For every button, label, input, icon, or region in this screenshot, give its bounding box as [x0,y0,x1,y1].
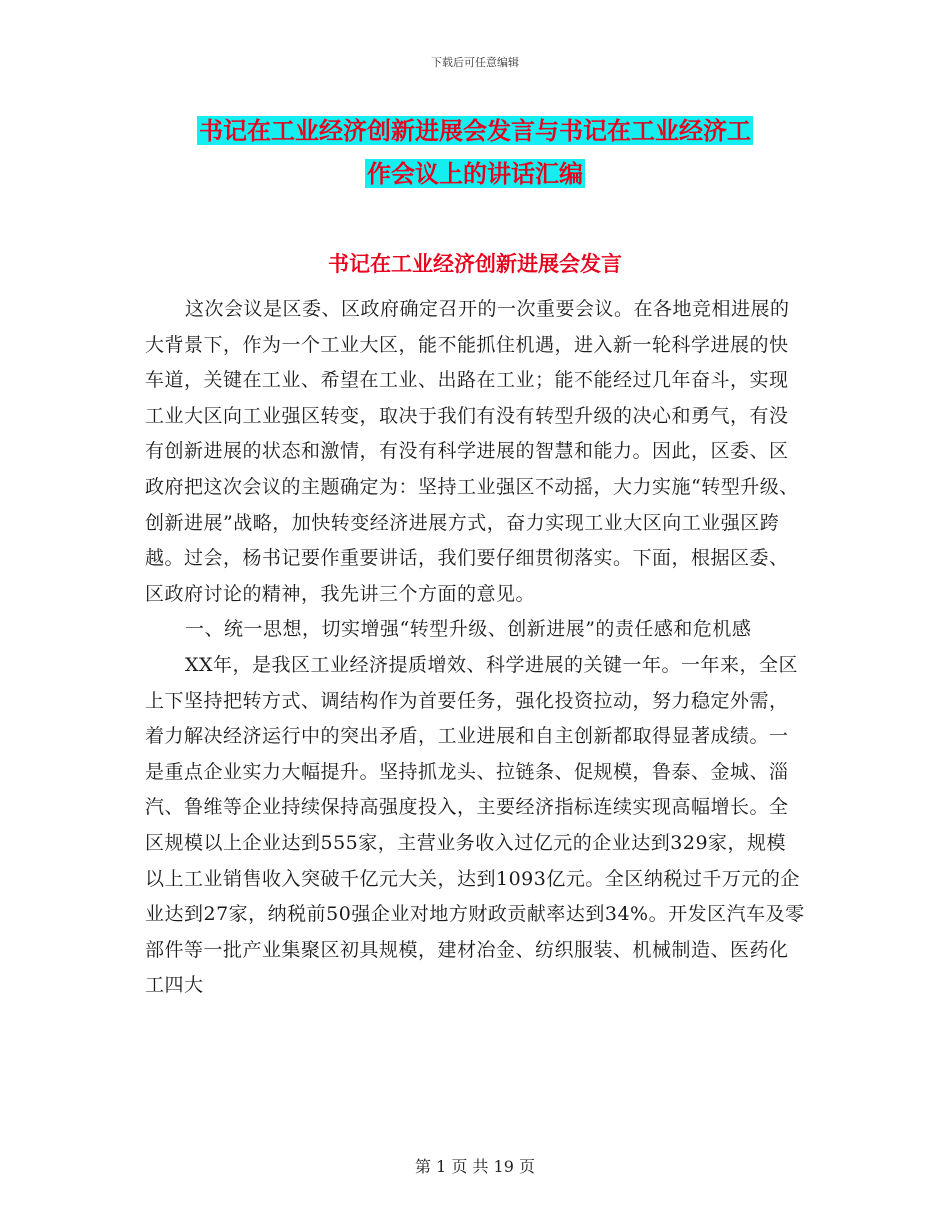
document-title-line-1: 书记在工业经济创新进展会发言与书记在工业经济工 [199,116,751,145]
paragraph-heading: 一、统一思想，切实增强“转型升级、创新进展”的责任感和危机感 [185,618,752,641]
page-footer: 第 1 页 共 19 页 [415,1157,535,1176]
paragraph: 这次会议是区委、区政府确定召开的一次重要会议。在各地竞相进展的大背景下，作为一个工业大区，能不能抓住机遇，进入新一轮科学进展的快车道，关键在工业、希望在工业、出路在工业；能不能经过几年奋斗，实现工业大区向工业强区转变，取决于我们有没有转型升级的决心和勇气，有没有创新进展的状态和激情，有没有科学进展的智慧和能力。因此，区委、区政府把这次会议的主题确定为：坚持工业强区不动摇，大力实施“转型升级、创新进展”战略，加快转变经济进展方式，奋力实现工业大区向工业强区跨越。过会，杨书记要作重要讲话，我们要仔细贯彻落实。下面，根据区委、区政府讨论的精神，我先讲三个方面的意见。 [145,298,799,605]
page-header-note: 下载后可任意编辑 [431,56,519,69]
paragraph: XX年，是我区工业经济提质增效、科学进展的关键一年。一年来，全区上下坚持把转方式、调结构作为首要任务，强化投资拉动，努力稳定外需，着力解决经济运行中的突出矛盾，工业进展和自主创新都取得显著成绩。一是重点企业实力大幅提升。坚持抓龙头、拉链条、促规模，鲁泰、金城、淄汽、鲁维等企业持续保持高强度投入，主要经济指标连续实现高幅增长。全区规模以上企业达到555家，主营业务收入过亿元的企业达到329家，规模以上工业销售收入突破千亿元大关，达到1093亿元。全区纳税过千万元的企业达到27家，纳税前50强企业对地方财政贡献率达到34%。开发区汽车及零部件等一批产业集聚区初具规模，建材冶金、纺织服装、机械制造、医药化工四大 [145,653,805,997]
document-title-line-2: 作会议上的讲话汇编 [367,159,583,188]
body-text [145,292,805,1004]
section-title: 书记在工业经济创新进展会发言 [328,251,622,276]
